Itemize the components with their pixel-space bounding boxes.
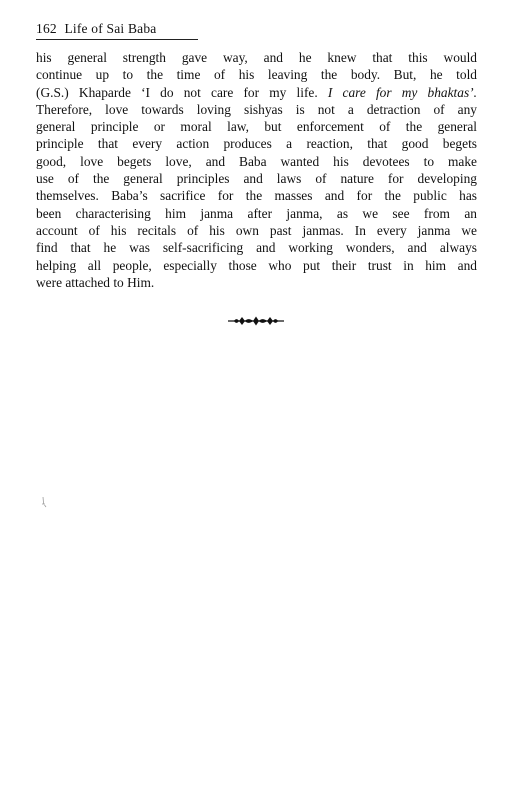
text-line-10: been characterising him janma after janma, as we see from an (36, 205, 477, 221)
text-line-9: themselves. Baba’s sacrifice for the masses and for the public has (36, 188, 477, 204)
text-line-3 (36, 84, 477, 101)
running-title: Life of Sai Baba (64, 21, 157, 36)
text-line-11: account of his recitals of his own past janmas. In every janma we (36, 222, 477, 238)
text-line-6: principle that every action produces a reaction, that good begets (36, 136, 477, 152)
body-paragraph (36, 49, 477, 291)
italic-quote: I care for my bhaktas’. (327, 84, 477, 100)
paper-speck (40, 496, 48, 508)
text-line-8: use of the general principles and laws of nature for developing (36, 171, 477, 187)
page-number: 162 (36, 21, 57, 36)
fleuron-divider-icon (227, 314, 285, 328)
text-line-4: Therefore, love towards loving sishyas is not a detraction of any (36, 101, 477, 117)
text-line-12: find that he was self-sacrificing and working wonders, and always (36, 240, 477, 256)
text-line-7: good, love begets love, and Baba wanted his devotees to make (36, 153, 477, 169)
text-line-5: general principle or moral law, but enforcement of the general (36, 119, 477, 135)
text-line-13: helping all people, especially those who put their trust in him and (36, 257, 477, 273)
running-head (36, 20, 198, 40)
text-line-2: continue up to the time of his leaving the body. But, he told (36, 67, 477, 83)
text-line-14: were attached to Him. (36, 274, 155, 290)
text-line-3-roman: (G.S.) Khaparde ‘I do not care for my life. (36, 84, 318, 100)
text-line-1: his general strength gave way, and he knew that this would (36, 50, 477, 65)
